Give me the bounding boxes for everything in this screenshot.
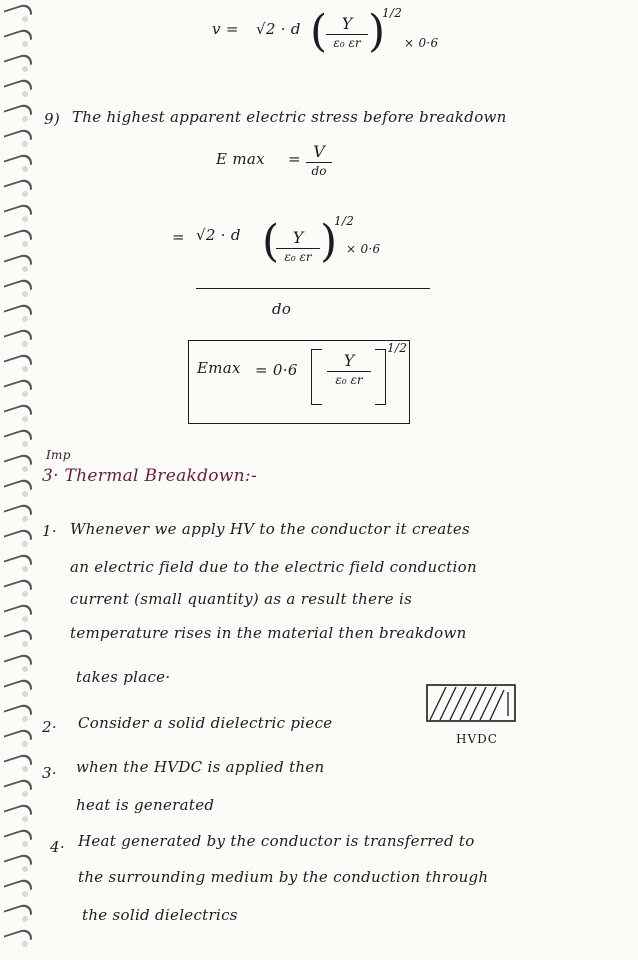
point3-line1: when the HVDC is applied then [76,758,325,776]
binding-hole [22,491,28,497]
spiral-coil [4,701,32,723]
eq2-coef: √2 · d [196,226,241,244]
binding-hole [22,616,28,622]
binding-hole [22,816,28,822]
spiral-coil [4,651,32,673]
spiral-coil [4,226,32,248]
spiral-coil [4,101,32,123]
spiral-coil [4,251,32,273]
binding-hole [22,241,28,247]
binding-hole [22,866,28,872]
point4-line1: Heat generated by the conductor is transferred to [78,832,475,850]
eq1-coef: √2 · d [256,20,301,38]
point2-number: 2· [42,718,57,736]
eq2-eq: = [172,228,185,246]
eq1-fraction [326,14,368,50]
binding-hole [22,141,28,147]
spiral-coil [4,926,32,948]
eq1-right-paren: ) [368,6,386,57]
boxed-right-bracket [375,349,386,405]
spiral-coil [4,551,32,573]
binding-hole [22,466,28,472]
eq2-mult: × 0·6 [346,242,381,256]
spiral-coil [4,426,32,448]
spiral-coil [4,601,32,623]
point4-number: 4· [50,838,65,856]
eq2-right-paren: ) [320,216,338,267]
spiral-coil [4,51,32,73]
boxed-num: Y [343,351,355,370]
binding-hole [22,741,28,747]
spiral-coil [4,126,32,148]
binding-hole [22,441,28,447]
binding-hole [22,66,28,72]
spiral-coil [4,526,32,548]
boxed-den: ε₀ εr [335,373,363,387]
binding-hole [22,666,28,672]
spiral-coil [4,76,32,98]
eq2-denominator: do [272,300,292,318]
spiral-coil [4,301,32,323]
eq1-left-paren: ( [310,6,328,57]
section-title: 3· Thermal Breakdown:- [42,466,257,486]
spiral-coil [4,1,32,23]
point2-line1: Consider a solid dielectric piece [78,714,333,732]
binding-hole [22,291,28,297]
binding-hole [22,516,28,522]
eq1-exp: 1/2 [382,6,403,20]
binding-hole [22,266,28,272]
spiral-coil [4,451,32,473]
emax-eq: = [288,150,301,168]
point1-line4: temperature rises in the material then breakdown [70,624,467,642]
hatch-lines [430,687,504,720]
binding-hole [22,16,28,22]
spiral-coil [4,826,32,848]
spiral-coil [4,176,32,198]
binding-hole [22,841,28,847]
binding-hole [22,716,28,722]
spiral-coil [4,476,32,498]
boxed-rhs: = 0·6 [255,361,298,379]
point1-number: 1· [42,522,57,540]
eq2-fraction [276,228,320,264]
binding-hole [22,391,28,397]
point4-line3: the solid dielectrics [82,906,238,924]
binding-hole [22,691,28,697]
binding-hole [22,91,28,97]
binding-hole [22,591,28,597]
binding-hole [22,791,28,797]
spiral-binding [0,0,40,960]
binding-hole [22,566,28,572]
boxed-left-bracket [311,349,322,405]
spiral-coil [4,276,32,298]
spiral-coil [4,576,32,598]
binding-hole [22,41,28,47]
boxed-fraction [327,351,371,387]
spiral-coil [4,401,32,423]
point1-line5: takes place· [76,668,171,686]
eq2-den: ε₀ εr [284,250,312,264]
eq1-lhs: v = [212,20,239,38]
binding-hole [22,341,28,347]
binding-hole [22,366,28,372]
spiral-coil [4,876,32,898]
spiral-coil [4,751,32,773]
hvdc-label: HVDC [456,732,498,746]
emax-fraction [306,142,332,178]
spiral-coil [4,626,32,648]
eq2-left-paren: ( [262,216,280,267]
binding-hole [22,641,28,647]
point1-line3: current (small quantity) as a result there is [70,590,413,608]
binding-hole [22,916,28,922]
binding-hole [22,316,28,322]
spiral-coil [4,151,32,173]
point3-number: 3· [42,764,57,782]
spiral-coil [4,376,32,398]
binding-hole [22,216,28,222]
eq1-mult: × 0·6 [404,36,439,50]
imp-note: Imp [46,448,71,462]
spiral-coil [4,676,32,698]
point1-line1: Whenever we apply HV to the conductor it creates [70,520,471,538]
spiral-coil [4,501,32,523]
dielectric-piece-outline [427,685,515,721]
spiral-coil [4,726,32,748]
eq2-num: Y [292,228,304,247]
spiral-coil [4,776,32,798]
eq2-exp: 1/2 [334,214,355,228]
spiral-coil [4,26,32,48]
eq2-fraction-bar [196,288,430,289]
eq1-num: Y [341,14,353,33]
emax-lhs: E max [216,150,265,168]
binding-hole [22,941,28,947]
spiral-coil [4,326,32,348]
eq1-den: ε₀ εr [333,36,361,50]
boxed-result [188,340,410,424]
emax-den: do [311,164,327,178]
binding-hole [22,541,28,547]
boxed-exp: 1/2 [387,341,408,355]
item9-number: 9) [44,110,60,128]
point4-line2: the surrounding medium by the conduction through [78,868,489,886]
boxed-lhs: Emax [197,359,241,377]
binding-hole [22,191,28,197]
binding-hole [22,166,28,172]
binding-hole [22,891,28,897]
binding-hole [22,766,28,772]
point1-line2: an electric field due to the electric field conduction [70,558,477,576]
spiral-coil [4,201,32,223]
binding-hole [22,416,28,422]
spiral-coil [4,351,32,373]
emax-num: V [313,142,325,161]
point3-line2: heat is generated [76,796,215,814]
spiral-coil [4,901,32,923]
binding-hole [22,116,28,122]
item9-text: The highest apparent electric stress before breakdown [72,108,507,126]
spiral-coil [4,801,32,823]
spiral-coil [4,851,32,873]
